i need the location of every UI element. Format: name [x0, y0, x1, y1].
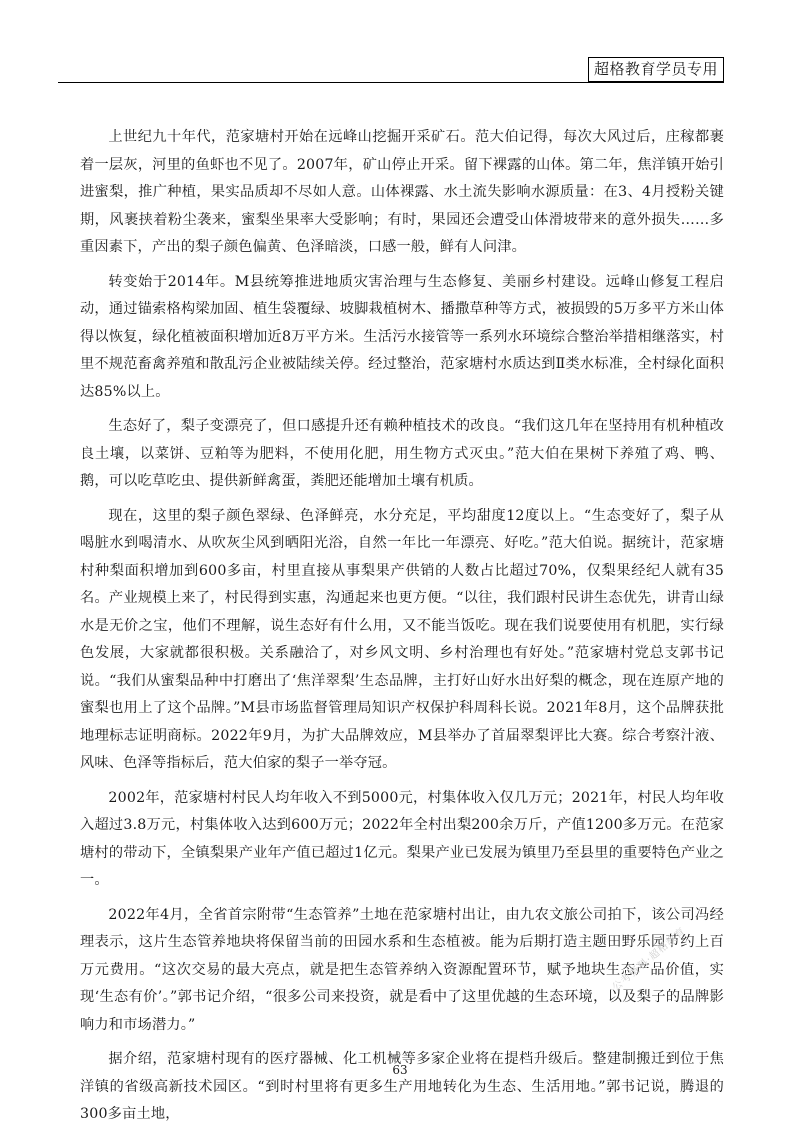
- paragraph-6: 2022年4月，全省首宗附带“生态管养”土地在范家塘村出让，由九农文旅公司拍下，该公司冯经理表示，这片生态管养地块将保留当前的田园水系和生态植被。能为后期打造主题田野乐园节约上百万元费用。“这次交易的最大亮点，就是把生态管养纳入资源配置环节，赋予地块生态产品价值，实现‘生态有价’。”郭书记介绍，“很多公司来投资，就是看中了这里优越的生态环境，以及梨子的品牌影响力和市场潜力。”: [80, 906, 724, 1033]
- watermark: 公考资料·超格教育: [610, 925, 689, 994]
- paragraph-4: 现在，这里的梨子颜色翠绿、色泽鲜亮，水分充足，平均甜度12度以上。“生态变好了，梨子从喝脏水到喝清水、从吹灰尘风到晒阳光浴，自然一年比一年漂亮、好吃。”范大伯说。据统计，范家塘村种梨面积增加到600多亩，村里直接从事梨果产供销的人数占比超过70%，仅梨果经纪人就有35名。产业规模上来了，村民得到实惠，沟通起来也更方便。“以往，我们跟村民讲生态优先，讲青山绿水是无价之宝，他们不理解，说生态好有什么用，又不能当饭吃。现在我们说要使用有机肥，实行绿色发展，大家就都很积极。关系融洽了，对乡风文明、乡村治理也有好处。”范家塘村党总支郭书记说。“我们从蜜梨品种中打磨出了‘焦洋翠梨’生态品牌，主打好山好水出好梨的概念，现在连原产地的蜜梨也用上了这个品牌。”M县市场监督管理局知识产权保护科周科长说。2021年8月，这个品牌获批地理标志证明商标。2022年9月，为扩大品牌效应，M县举办了首届翠梨评比大赛。综合考察汁液、风味、色泽等指标后，范大伯家的梨子一举夺冠。: [80, 507, 724, 771]
- paragraph-3: 生态好了，梨子变漂亮了，但口感提升还有赖种植技术的改良。“我们这几年在坚持用有机种植改良土壤，以菜饼、豆粕等为肥料，不使用化肥，用生物方式灭虫。”范大伯在果树下养殖了鸡、鸭、鹅，可以吃草吃虫、提供新鲜禽蛋，粪肥还能增加土壤有机质。: [80, 418, 724, 489]
- paragraph-5: 2002年，范家塘村村民人均年收入不到5000元，村集体收入仅几万元；2021年，村民人均年收入超过3.8万元，村集体收入达到600万元；2022年全村出梨200余万斤，产值1200多万元。在范家塘村的带动下，全镇梨果产业年产值已超过1亿元。梨果产业已发展为镇里乃至县里的重要特色产业之一。: [80, 789, 724, 888]
- page-number: 63: [392, 1063, 408, 1077]
- paragraph-1: 上世纪九十年代，范家塘村开始在远峰山挖掘开采矿石。范大伯记得，每次大风过后，庄稼都裹着一层灰，河里的鱼虾也不见了。2007年，矿山停止开采。留下裸露的山体。第二年，焦洋镇开始引进蜜梨，推广种植，果实品质却不尽如人意。山体裸露、水土流失影响水源质量：在3、4月授粉关键期，风裹挟着粉尘袭来，蜜梨坐果率大受影响；有时，果园还会遭受山体滑坡带来的意外损失……多重因素下，产出的梨子颜色偏黄、色泽暗淡，口感一般，鲜有人问津。: [80, 129, 724, 255]
- header-rule: [58, 82, 724, 83]
- paragraph-7: 据介绍，范家塘村现有的医疗器械、化工机械等多家企业将在提档升级后。整建制搬迁到位于焦洋镇的省级高新技术园区。“到时村里将有更多生产用地转化为生态、生活用地。”郭书记说，腾退的300多亩土地，: [80, 1051, 724, 1122]
- paragraph-2: 转变始于2014年。M县统筹推进地质灾害治理与生态修复、美丽乡村建设。远峰山修复工程启动，通过锚索格构梁加固、植生袋覆绿、坡脚栽植树木、播撒草种等方式，被损毁的5万多平方米山体得以恢复，绿化植被面积增加近8万平方米。生活污水接管等一系列水环境综合整治举措相继落实，村里不规范畜禽养殖和散乱污企业被陆续关停。经过整治，范家塘村水质达到Ⅱ类水标准，全村绿化面积达85%以上。: [80, 273, 724, 400]
- header-badge: 超格教育学员专用: [588, 57, 724, 82]
